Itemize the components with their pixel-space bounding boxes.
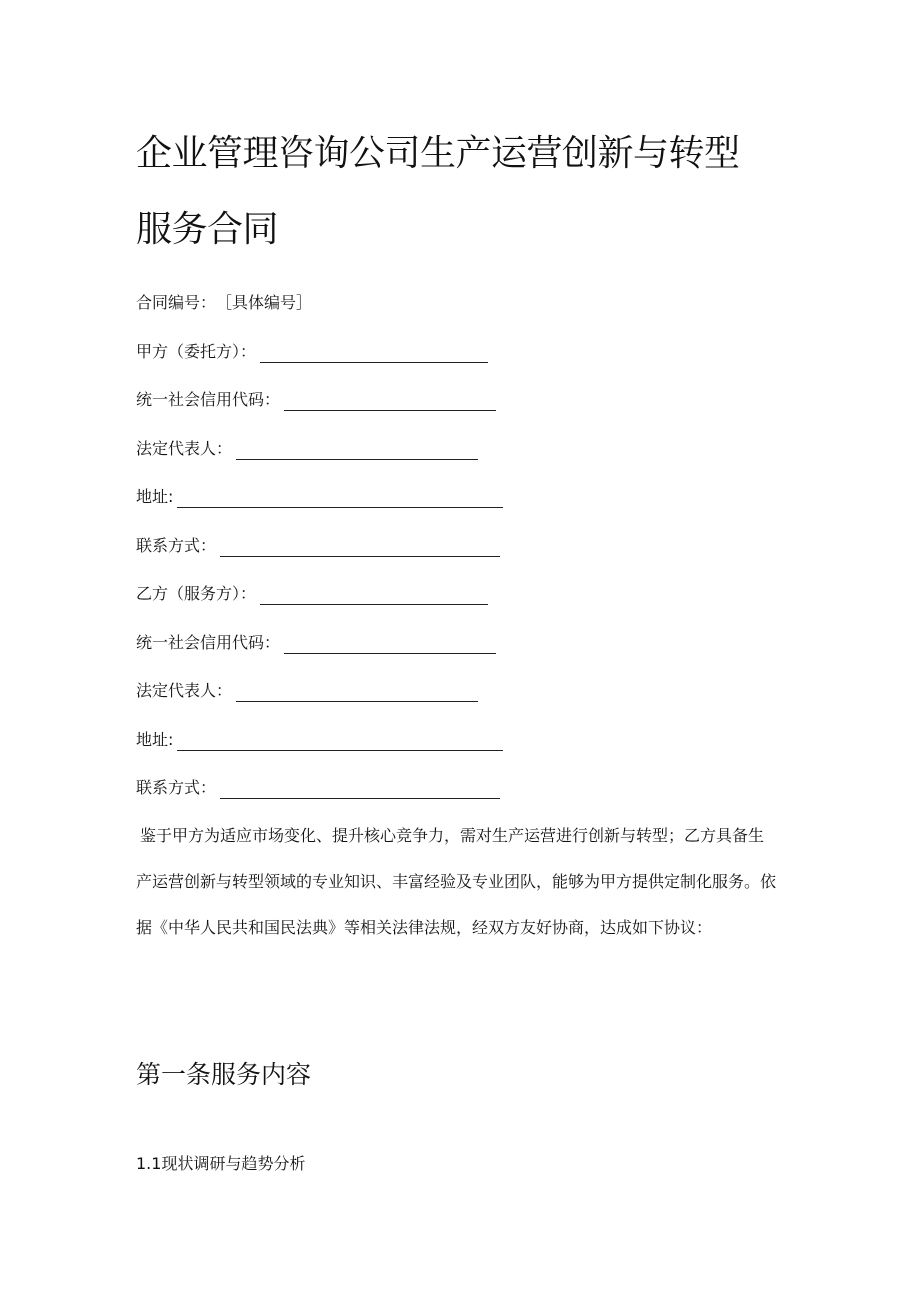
party-b-label: 乙方（服务方）： <box>136 584 257 603</box>
party-a-contact-row <box>136 535 500 557</box>
party-b-legal-rep-row <box>136 680 478 702</box>
party-a-credit-code-row <box>136 389 496 411</box>
party-b-row <box>136 583 488 605</box>
party-b-credit-code-row <box>136 632 496 654</box>
contract-number-label: 合同编号： <box>136 293 217 312</box>
contract-number-row <box>136 292 312 314</box>
document-title-line-2: 服务合同 <box>136 209 279 250</box>
party-a-contact-blank[interactable] <box>220 538 500 557</box>
section-1-1-heading: 1.1现状调研与趋势分析 <box>136 1154 306 1173</box>
party-a-contact-label: 联系方式： <box>136 536 217 555</box>
party-a-credit-code-blank[interactable] <box>284 392 496 411</box>
party-a-legal-rep-row <box>136 438 478 460</box>
party-b-contact-blank[interactable] <box>220 780 500 799</box>
party-b-address-row <box>136 729 503 751</box>
party-b-legal-rep-label: 法定代表人： <box>136 681 233 700</box>
party-b-address-label: 地址: <box>136 730 174 749</box>
party-a-credit-code-label: 统一社会信用代码： <box>136 390 281 409</box>
party-b-credit-code-blank[interactable] <box>284 635 496 654</box>
party-b-blank[interactable] <box>260 586 488 605</box>
party-a-address-label: 地址: <box>136 487 174 506</box>
party-a-legal-rep-blank[interactable] <box>236 441 478 460</box>
party-a-legal-rep-label: 法定代表人： <box>136 439 233 458</box>
party-b-credit-code-label: 统一社会信用代码： <box>136 633 281 652</box>
document-title-line-1: 企业管理咨询公司生产运营创新与转型 <box>136 133 740 174</box>
party-b-contact-label: 联系方式： <box>136 778 217 797</box>
preamble-paragraph: 鉴于甲方为适应市场变化、提升核心竞争力，需对生产运营进行创新与转型；乙方具备生产运营创新与转型领域的专业知识、丰富经验及专业团队，能够为甲方提供定制化服务。依据《中华人民共和国民法典》等相关法律法规，经双方友好协商，达成如下协议： <box>136 826 777 937</box>
party-a-label: 甲方（委托方）： <box>136 342 257 361</box>
party-a-address-blank[interactable] <box>177 489 503 508</box>
party-a-address-row <box>136 486 503 508</box>
party-b-address-blank[interactable] <box>177 732 503 751</box>
party-b-contact-row <box>136 777 500 799</box>
party-b-legal-rep-blank[interactable] <box>236 683 478 702</box>
party-a-blank[interactable] <box>260 344 488 363</box>
section-1-heading: 第一条服务内容 <box>136 1060 312 1089</box>
contract-number-value: ［具体编号］ <box>216 293 313 312</box>
party-a-row <box>136 341 488 363</box>
